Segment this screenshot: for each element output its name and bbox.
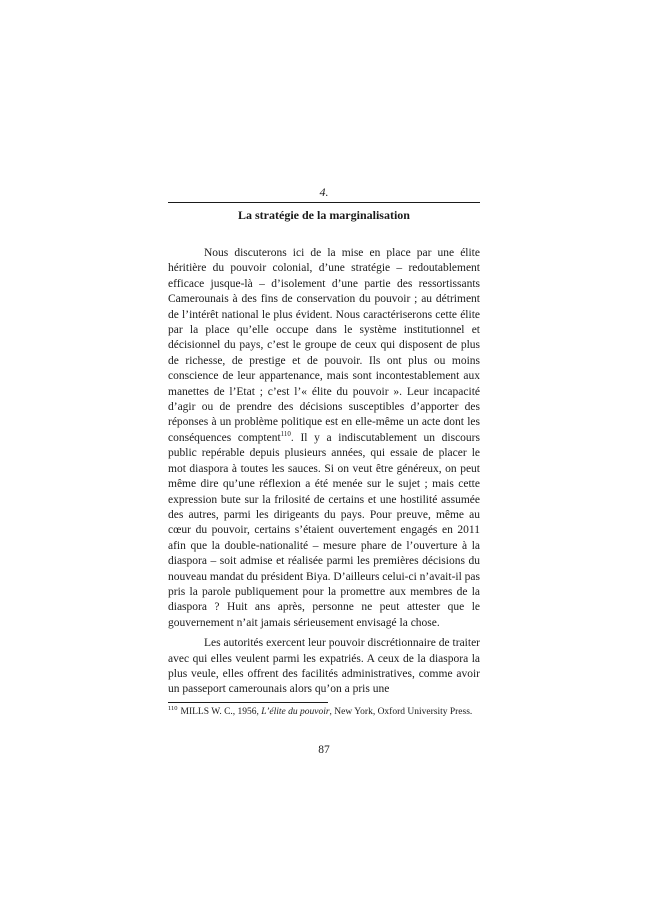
paragraph-1 [168,246,480,631]
chapter-title: La stratégie de la marginalisation [238,208,410,222]
paragraph-1-start: Nous discuterons ici de la mise en place par une élite héritière du pouvoir colonial, d’une stratégie – redoutablement efficace jusque-là – d’isolement d’une partie des ressortissants Camerounais à des fins de conservation du pouvoir ; au détriment de l’intérêt national le plus évident. Nous caractériserons cette élite par la place qu’elle occupe dans le système institutionnel et décisionnel du pays, c’est le groupe de ceux qui disposent de plus de richesse, de prestige et de pouvoir. Ils ont plus ou moins conscience de leur appartenance, mais sont incontestablement aux manettes de l’Etat ; c’est l’« élite du pouvoir ». Leur incapacité d’agir ou de prendre des décisions susceptibles d’apporter des réponses à un problème politique est en elle-même un acte dont les conséquences comptent [168,247,480,444]
paragraph-1-end: . Il y a indiscutablement un discours public repérable depuis plusieurs années, qui essaie de placer le mot diaspora à toutes les sauces. Si on veut être généreux, on peut même dire qu’une réflexion a été menée sur le sujet ; mais cette expression bute sur la frilosité de certains et une hostilité assumée des autres, parmi les dirigeants du pays. Pour preuve, même au cœur du pouvoir, certains s’étaient ouvertement engagés en 2011 afin que la double-nationalité – mesure phare de l’ouverture à la diaspora – soit admise et réalisée parmi les premières décisions du nouveau mandat du président Biya. D’ailleurs celui-ci n’avait-il pas pris la parole publiquement pour la promettre aux membres de la diaspora ? Huit ans après, personne ne peut attester que le gouvernement n’ait jamais sérieusement envisagé la chose. [168,431,480,629]
paragraph-2: Les autorités exercent leur pouvoir discrétionnaire de traiter avec qui elles veulent parmi les expatriés. A ceux de la diaspora la plus veule, elles offrent des facilités administratives, comme avoir un passeport camerounais alors qu’on a pris une [168,637,480,696]
footnote-reference: 110 [280,430,291,439]
body-text [168,246,480,698]
page-number: 87 [318,744,330,756]
footnote-book-title: L’élite du pouvoir [261,707,330,717]
footnote-author: MILLS W. C., 1956, [180,707,259,717]
chapter-number: 4. [319,185,329,199]
footnote-number: 110 [168,704,178,712]
footnote [168,706,480,719]
chapter-rule [168,202,480,203]
footnote-rule [168,702,328,703]
footnote-publisher: , New York, Oxford University Press. [329,707,473,717]
